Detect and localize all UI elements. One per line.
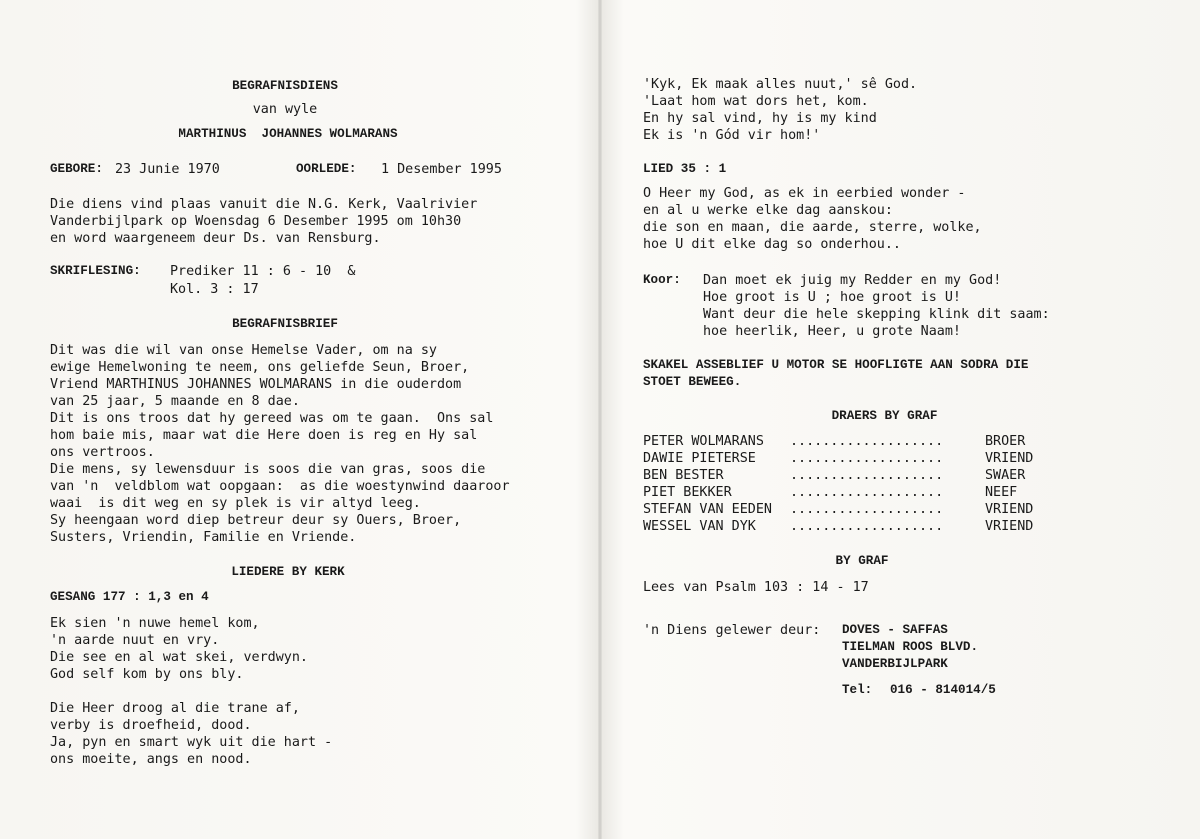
bearer-relation: NEEF	[985, 485, 1018, 500]
koor-line: Want deur die hele skepping klink dit saam:	[703, 307, 1050, 322]
tel-label: Tel:	[842, 683, 873, 697]
bearer-dots: ...................	[790, 434, 944, 449]
left-page	[0, 0, 598, 839]
letter-line: van 'n veldblom wat oopgaan: as die woestynwind daaroor	[50, 479, 510, 494]
verse-line: Ja, pyn en smart wyk uit die hart -	[50, 735, 333, 750]
bearer-name: PIET BEKKER	[643, 485, 732, 500]
verse-line: 'n aarde nuut en vry.	[50, 633, 220, 648]
reading-line: Kol. 3 : 17	[170, 282, 259, 297]
born-date: 23 Junie 1970	[115, 162, 220, 177]
letter-line: Sy heengaan word diep betreur deur sy Ouers, Broer,	[50, 513, 462, 528]
verse-line: Ek sien 'n nuwe hemel kom,	[50, 616, 260, 631]
letter-line: waai is dit weg en sy plek is vir altyd leeg.	[50, 496, 421, 511]
tel-number: 016 - 814014/5	[890, 683, 996, 697]
verse-line: Die see en al wat skei, verdwyn.	[50, 650, 308, 665]
died-date: 1 Desember 1995	[381, 162, 502, 177]
bearer-dots: ...................	[790, 485, 944, 500]
born-label: GEBORE:	[50, 162, 103, 176]
quote-line: 'Laat hom wat dors het, kom.	[643, 94, 869, 109]
bearer-name: BEN BESTER	[643, 468, 724, 483]
lied-line: die son en maan, die aarde, sterre, wolke,	[643, 220, 982, 235]
bearer-relation: SWAER	[985, 468, 1026, 483]
quote-line: En hy sal vind, hy is my kind	[643, 111, 877, 126]
company-address: VANDERBIJLPARK	[842, 657, 948, 671]
bearer-name: STEFAN VAN EEDEN	[643, 502, 772, 517]
gesang-label: GESANG 177 : 1,3 en 4	[50, 590, 209, 604]
grave-heading: BY GRAF	[835, 554, 889, 568]
bearer-relation: BROER	[985, 434, 1026, 449]
service-line: Vanderbijlpark op Woensdag 6 Desember 1995 om 10h30	[50, 214, 462, 229]
letter-line: Dit was die wil van onse Hemelse Vader, om na sy	[50, 343, 437, 358]
reading-line: Prediker 11 : 6 - 10 &	[170, 264, 356, 279]
bearer-relation: VRIEND	[985, 519, 1034, 534]
letter-line: Die mens, sy lewensduur is soos die van gras, soos die	[50, 462, 486, 477]
delivered-label: 'n Diens gelewer deur:	[643, 623, 821, 638]
bearer-dots: ...................	[790, 502, 944, 517]
letter-line: ons vertroos.	[50, 445, 155, 460]
verse-line: verby is droefheid, dood.	[50, 718, 252, 733]
bearer-dots: ...................	[790, 468, 944, 483]
letter-line: Susters, Vriendin, Familie en Vriende.	[50, 530, 357, 545]
service-line: en word waargeneem deur Ds. van Rensburg.	[50, 231, 381, 246]
letter-line: Dit is ons troos dat hy gereed was om te gaan. Ons sal	[50, 411, 494, 426]
letter-line: hom baie mis, maar wat die Here doen is reg en Hy sal	[50, 428, 478, 443]
koor-line: Dan moet ek juig my Redder en my God!	[703, 273, 1002, 288]
koor-line: hoe heerlik, Heer, u grote Naam!	[703, 324, 961, 339]
service-heading: BEGRAFNISDIENS	[232, 79, 338, 93]
lied-line: hoe U dit elke dag so onderhou..	[643, 237, 901, 252]
lied-label: LIED 35 : 1	[643, 162, 727, 176]
grave-reading: Lees van Psalm 103 : 14 - 17	[643, 580, 869, 595]
bearer-name: PETER WOLMARANS	[643, 434, 764, 449]
verse-line: God self kom by ons bly.	[50, 667, 244, 682]
letter-heading: BEGRAFNISBRIEF	[232, 317, 338, 331]
letter-line: van 25 jaar, 5 maande en 8 dae.	[50, 394, 300, 409]
reading-label: SKRIFLESING:	[50, 264, 141, 278]
bearers-heading: DRAERS BY GRAF	[831, 409, 938, 423]
letter-line: Vriend MARTHINUS JOHANNES WOLMARANS in die ouderdom	[50, 377, 462, 392]
songs-heading: LIEDERE BY KERK	[231, 565, 345, 579]
van-wyle-text: van wyle	[252, 102, 318, 117]
died-label: OORLEDE:	[296, 162, 357, 176]
lied-line: O Heer my God, as ek in eerbied wonder -	[643, 186, 966, 201]
service-line: Die diens vind plaas vanuit die N.G. Kerk, Vaalrivier	[50, 197, 478, 212]
deceased-name: MARTHINUS JOHANNES WOLMARANS	[178, 127, 398, 141]
letter-line: ewige Hemelwoning te neem, ons geliefde Seun, Broer,	[50, 360, 470, 375]
company-name: DOVES - SAFFAS	[842, 623, 948, 637]
company-address: TIELMAN ROOS BLVD.	[842, 640, 979, 654]
quote-line: 'Kyk, Ek maak alles nuut,' sê God.	[643, 77, 918, 92]
koor-label: Koor:	[643, 273, 681, 287]
bearer-name: WESSEL VAN DYK	[643, 519, 756, 534]
koor-line: Hoe groot is U ; hoe groot is U!	[703, 290, 961, 305]
quote-line: Ek is 'n Gód vir hom!'	[643, 128, 821, 143]
right-page	[602, 0, 1200, 839]
headlights-notice: STOET BEWEEG.	[643, 375, 742, 389]
bearer-name: DAWIE PIETERSE	[643, 451, 756, 466]
bearer-relation: VRIEND	[985, 451, 1034, 466]
verse-line: ons moeite, angs en nood.	[50, 752, 252, 767]
lied-line: en al u werke elke dag aanskou:	[643, 203, 893, 218]
bearer-dots: ...................	[790, 519, 944, 534]
headlights-notice: SKAKEL ASSEBLIEF U MOTOR SE HOOFLIGTE AAN SODRA DIE	[643, 358, 1029, 372]
bearer-relation: VRIEND	[985, 502, 1034, 517]
bearer-dots: ...................	[790, 451, 944, 466]
verse-line: Die Heer droog al die trane af,	[50, 701, 300, 716]
